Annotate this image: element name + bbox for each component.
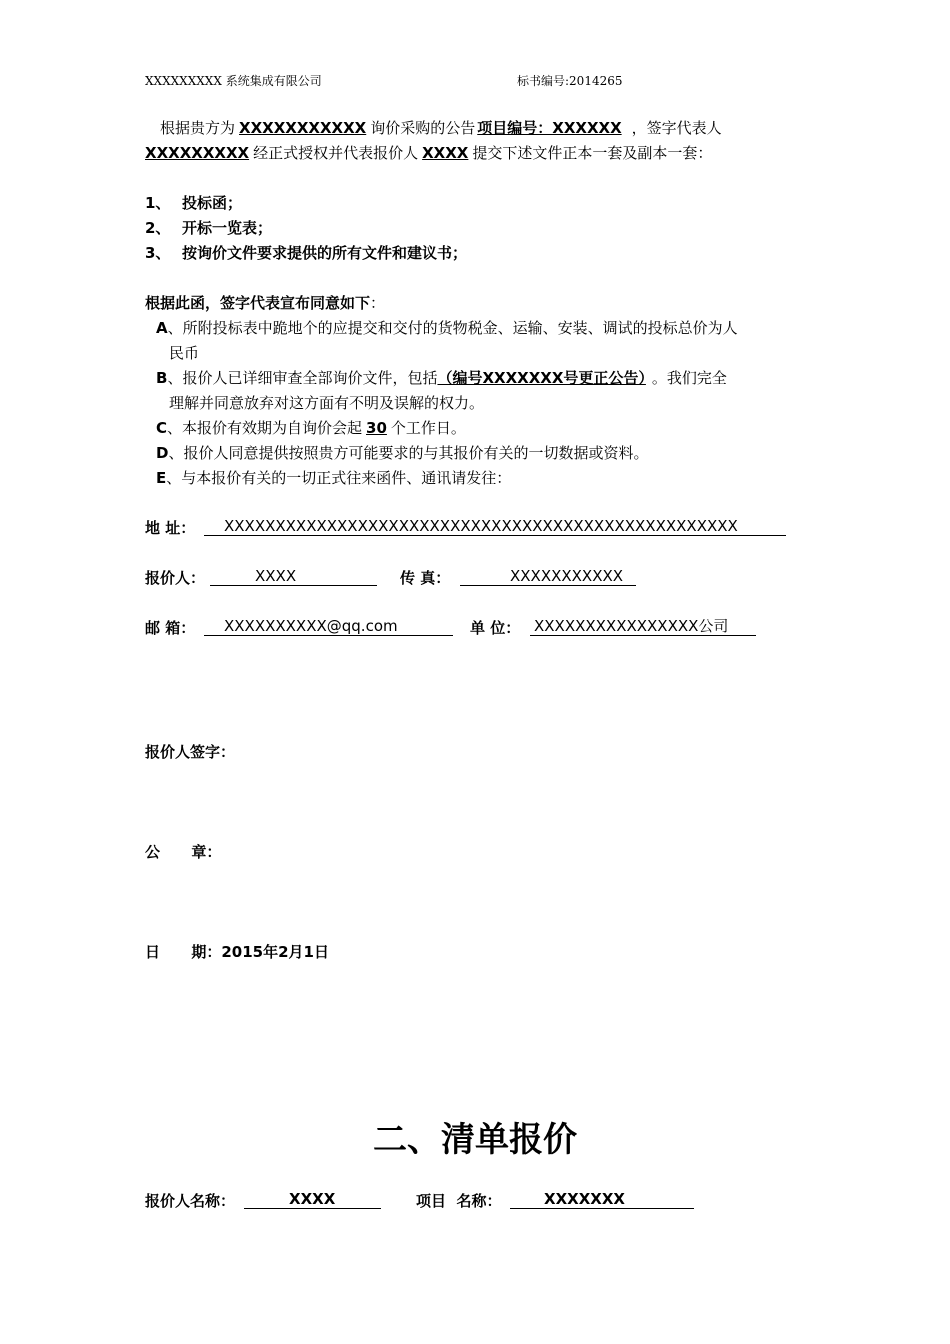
declare-item-b: B、报价人已详细审查全部询价文件，包括（编号XXXXXXX号更正公告） 。我们完全 bbox=[156, 369, 727, 387]
header-bid-number: 标书编号:2014265 bbox=[517, 74, 623, 88]
declare-item-c: C、本报价有效期为自询价会起 30 个工作日。 bbox=[156, 419, 466, 437]
fax-label: 传 真： bbox=[400, 569, 451, 587]
intro-bidder: XXXX bbox=[422, 144, 469, 162]
project-name-field bbox=[510, 1189, 694, 1209]
validity-days: 30 bbox=[366, 419, 387, 437]
intro-project-owner: XXXXXXXXXXX bbox=[239, 119, 367, 137]
intro-text: 经正式授权并代表报价人 bbox=[253, 144, 419, 162]
bidder-name-label: 报价人名称： bbox=[145, 1192, 236, 1210]
email-field bbox=[204, 616, 453, 636]
bidder-field bbox=[210, 566, 377, 586]
project-name-value: XXXXXXX bbox=[510, 1190, 694, 1209]
declare-item-a-cont: 民币 bbox=[169, 344, 200, 362]
seal-label: 公 章： bbox=[145, 843, 222, 861]
doc-item: 1、 投标函； bbox=[145, 194, 243, 212]
intro-text: 提交下述文件正本一套及副本一套： bbox=[472, 144, 713, 162]
amendment-ref: （编号XXXXXXX号更正公告） bbox=[437, 369, 646, 387]
doc-item: 2、 开标一览表； bbox=[145, 219, 273, 237]
email-value: XXXXXXXXXX@qq.com bbox=[204, 617, 453, 636]
unit-value: XXXXXXXXXXXXXXXX公司 bbox=[530, 617, 756, 636]
intro-project-number: 项目编号：XXXXXX bbox=[477, 119, 622, 137]
declare-item-e: E、与本报价有关的一切正式往来函件、通讯请发往： bbox=[156, 469, 512, 487]
fax-value: XXXXXXXXXXX bbox=[460, 567, 636, 586]
bidder-label: 报价人： bbox=[145, 569, 206, 587]
intro-text: 询价采购的公告 bbox=[370, 119, 476, 137]
intro-line-2 bbox=[145, 141, 712, 165]
declare-item-a: A、所附投标表中跪地个的应提交和交付的货物税金、运输、安装、调试的投标总价为人 bbox=[156, 319, 738, 337]
fax-field bbox=[460, 566, 636, 586]
intro-text: ，签字代表人 bbox=[631, 119, 722, 137]
intro-text: 根据贵方为 bbox=[160, 119, 236, 137]
date-label: 日 期： bbox=[145, 943, 222, 961]
intro-line-1 bbox=[160, 116, 722, 140]
date-row bbox=[145, 941, 329, 962]
address-value: XXXXXXXXXXXXXXXXXXXXXXXXXXXXXXXXXXXXXXXXXXXXXXXXXX bbox=[204, 517, 786, 536]
header-company: XXXXXXXXX 系统集成有限公司 bbox=[145, 74, 322, 88]
bidder-name-value: XXXX bbox=[244, 1190, 381, 1209]
date-value: 2015年2月1日 bbox=[221, 943, 329, 961]
email-label: 邮 箱： bbox=[145, 619, 196, 637]
doc-item: 3、 按询价文件要求提供的所有文件和建议书； bbox=[145, 244, 468, 262]
declare-item-b-cont: 理解并同意放弃对这方面有不明及误解的权力。 bbox=[169, 394, 485, 412]
declare-item-d: D、报价人同意提供按照贵方可能要求的与其报价有关的一切数据或资料。 bbox=[156, 444, 649, 462]
intro-signatory: XXXXXXXXX bbox=[145, 144, 250, 162]
bidder-name-field bbox=[244, 1189, 381, 1209]
address-field bbox=[204, 516, 786, 536]
declare-heading: 根据此函，签字代表宣布同意如下： bbox=[145, 294, 386, 312]
signature-label: 报价人签字： bbox=[145, 743, 236, 761]
section-title: 二、清单报价 bbox=[373, 1120, 577, 1160]
project-name-label: 项目 名称： bbox=[416, 1192, 502, 1210]
unit-field bbox=[530, 616, 756, 636]
unit-label: 单 位： bbox=[470, 619, 521, 637]
bidder-value: XXXX bbox=[210, 567, 377, 586]
address-label: 地 址： bbox=[145, 519, 196, 537]
